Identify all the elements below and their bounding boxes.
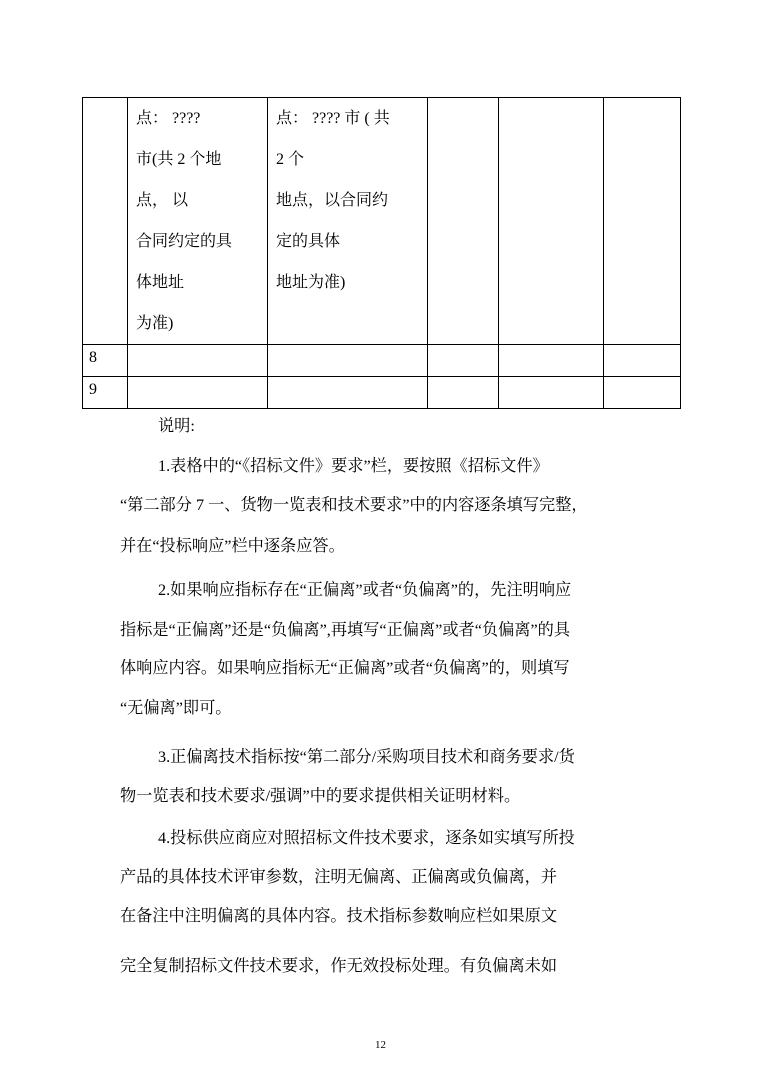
note-line: 1.表格中的“《招标文件》要求”栏，要按照《招标文件》 xyxy=(158,457,549,475)
notes-heading: 说明: xyxy=(158,417,195,435)
table-row xyxy=(83,377,681,409)
table-cell xyxy=(604,345,681,377)
table-cell xyxy=(499,377,604,409)
cell-line: 地址为准) xyxy=(276,274,346,291)
note-line: 产品的具体技术评审参数，注明无偏离、正偏离或负偏离，并 xyxy=(120,868,558,886)
cell-line: 点： ???? 市 ( 共 xyxy=(276,110,390,127)
cell-line: 地点，以合同约 xyxy=(276,192,389,209)
note-line: 指标是“正偏离”还是“负偏离”,再填写“正偏离”或者“负偏离”的具 xyxy=(120,621,571,639)
note-line: “第二部分 7 一、货物一览表和技术要求”中的内容逐条填写完整， xyxy=(120,496,588,514)
table-cell xyxy=(128,345,268,377)
note-line: 2.如果响应指标存在“正偏离”或者“负偏离”的，先注明响应 xyxy=(158,581,572,599)
table-cell xyxy=(428,345,499,377)
cell-line: 合同约定的具 xyxy=(136,233,233,250)
note-line: 4.投标供应商应对照招标文件技术要求，逐条如实填写所投 xyxy=(158,829,575,847)
row-number: 9 xyxy=(83,377,128,409)
cell-line: 2 个 xyxy=(276,151,305,168)
deviation-table xyxy=(82,97,681,409)
table-cell xyxy=(428,98,499,345)
table-cell-response xyxy=(268,98,428,345)
cell-line: 市(共 2 个地 xyxy=(136,151,222,168)
table-cell xyxy=(83,98,128,345)
note-line: 3.正偏离技术指标按“第二部分/采购项目技术和商务要求/货 xyxy=(158,748,575,766)
note-line: “无偏离”即可。 xyxy=(120,699,232,717)
note-line: 体响应内容。如果响应指标无“正偏离”或者“负偏离”的，则填写 xyxy=(120,659,570,677)
cell-line: 定的具体 xyxy=(276,233,341,250)
cell-line: 为准) xyxy=(136,315,174,332)
note-line: 在备注中注明偏离的具体内容。技术指标参数响应栏如果原文 xyxy=(120,907,558,925)
table-cell xyxy=(128,377,268,409)
note-line: 并在“投标响应”栏中逐条应答。 xyxy=(120,537,345,555)
note-line: 物一览表和技术要求/强调”中的要求提供相关证明材料。 xyxy=(120,787,521,805)
table-row xyxy=(83,98,681,345)
page-number: 12 xyxy=(375,1039,386,1051)
table-cell xyxy=(604,98,681,345)
table-cell-requirement xyxy=(128,98,268,345)
table-cell xyxy=(604,377,681,409)
table-cell xyxy=(268,345,428,377)
table-cell xyxy=(428,377,499,409)
table-cell xyxy=(499,345,604,377)
cell-line: 体地址 xyxy=(136,274,185,291)
row-number: 8 xyxy=(83,345,128,377)
note-line: 完全复制招标文件技术要求，作无效投标处理。有负偏离未如 xyxy=(120,957,558,975)
cell-line: 点： ???? xyxy=(136,110,201,127)
table-row xyxy=(83,345,681,377)
table-cell xyxy=(268,377,428,409)
table-cell xyxy=(499,98,604,345)
cell-line: 点， 以 xyxy=(136,192,189,209)
